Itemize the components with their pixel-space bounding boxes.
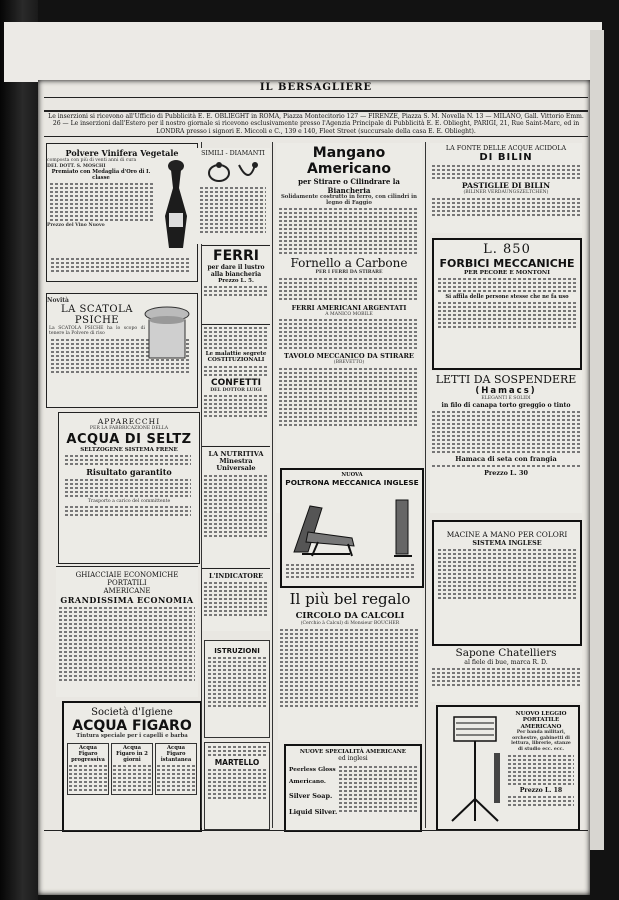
ad-kicker: LA FONTE DELLE ACQUE ACIDOLA [445, 144, 567, 152]
ad-sapone-chatelliers [430, 646, 582, 702]
ad-slogan: GRANDISSIMA ECONOMIA [60, 595, 194, 605]
ad-subtitle: PER LA FABBRICAZIONE DELLA [89, 426, 169, 431]
ad-body-text-2 [438, 302, 576, 328]
ad-acqua-di-seltz [58, 412, 200, 564]
ad-title: CONFETTI [211, 377, 261, 388]
ad-title: CIRCOLO DA CALCOLI [295, 611, 405, 621]
ad-price: Prezzo del Vino Nuovo [47, 223, 105, 229]
folded-chair-illustration [392, 498, 414, 558]
amaca-text [432, 465, 580, 467]
page-title: IL BERSAGLIERE [259, 82, 373, 93]
ad-subtitle: Per banda militari, orchestre, gabinetti di lettura, librerie, stanze di studio ecc. ecc. [511, 730, 571, 752]
ad-kicker: Novità [47, 297, 69, 304]
ad-body-text [204, 475, 268, 537]
header-rule-double [44, 110, 588, 112]
ad-subtitle: per dare il lustro alla biancheria [207, 264, 265, 278]
ad-leggio-portatile [436, 705, 580, 831]
ad-simili-diamanti [196, 148, 270, 244]
ad-title: DI BILIN [479, 152, 533, 163]
variant-text [113, 765, 151, 791]
ad-forbici-meccaniche [432, 238, 582, 370]
figaro-variant [67, 743, 109, 795]
ad-body-text [204, 286, 268, 296]
next-page-edge [590, 30, 604, 850]
ad-circolo-calcoli [278, 588, 422, 740]
ad-body-text [432, 668, 580, 686]
ad-title: NUOVO LEGGIO PORTATILE AMERICANO [515, 711, 567, 730]
ad-mangano-column [276, 143, 422, 513]
ad-title: L'INDICATORE [208, 572, 263, 580]
ad-indicatore [202, 568, 270, 631]
ad-product: ACQUA FIGARO [72, 718, 192, 734]
music-stand-illustration [444, 713, 506, 825]
ferri-americani-text [279, 319, 419, 349]
ad-title: MACINE A MANO PER COLORI [446, 530, 568, 539]
ad-system: SELTZOGENE SISTEMA FRENE [80, 446, 178, 453]
ad-body-text [432, 411, 580, 453]
armchair-illustration [288, 492, 360, 558]
ad-subtitle: (Cerchio à Calcul) di Monsieur BOUCHER [300, 621, 400, 626]
ad-body-text-2 [204, 366, 268, 376]
ad-title: NUOVE SPECIALITÀ AMERICANE [299, 749, 407, 755]
ad-poltrona-meccanica [280, 468, 424, 588]
variant-label: Acqua Figaro istantanea [160, 744, 192, 763]
pastiglie-title: PASTIGLIE DI BILIN [461, 181, 551, 190]
figaro-variant [155, 743, 197, 795]
ad-title: SIMILI - DIAMANTI [201, 150, 265, 157]
spec-descriptions [339, 764, 417, 820]
header-rule [44, 97, 588, 98]
ad-subtitle: per Stirare o Cilindrare la Biancheria [298, 177, 400, 195]
ad-title: Sapone Chatelliers [455, 647, 557, 659]
fornello-subtitle: PER I FERRI DA STIRARE [315, 270, 383, 276]
ad-note: Si affila delle persone stesse che ne fa uso [445, 294, 569, 300]
ad-prize: Premiato con Medaglia d'Oro di I. classe [51, 169, 151, 182]
ad-subtitle: Tintura speciale per i capelli e barba [76, 733, 188, 739]
bottle-illustration [159, 158, 193, 250]
ad-ferri-lustro [202, 245, 270, 323]
figaro-variant [111, 743, 153, 795]
ad-letti-sospendere [430, 371, 582, 513]
ad-confetti [202, 324, 270, 445]
ad-subtitle: composta con più di venti anni di cura [47, 158, 137, 163]
pastiglie-text [432, 198, 580, 216]
ad-polvere-vinifera [46, 143, 198, 282]
tavolo-subtitle: (BREVETTO) [333, 360, 365, 366]
ad-body-text [508, 755, 574, 785]
ad-title: MARTELLO [214, 758, 260, 767]
previous-page-edge [4, 22, 602, 82]
ad-subtitle: PER PECORE E MONTONI [464, 270, 550, 276]
ad-price: Prezzo L. 5. [218, 278, 254, 284]
ad-title: POLTRONA MECCANICA INGLESE [285, 478, 419, 487]
book-spine [0, 0, 38, 900]
ad-body-text-2 [508, 796, 574, 806]
ad-subtitle-2: ELEGANTI E SOLIDI [481, 396, 531, 401]
tavolo-text [279, 368, 419, 426]
ad-title: ACQUA DI SELTZ [66, 431, 192, 447]
leggio-text [508, 711, 574, 808]
ad-body-text [208, 746, 266, 756]
ad-headline: Il più bel regalo [289, 590, 411, 608]
ad-specialita-americane [284, 744, 422, 832]
spec-item: Peerless Gloss Americano. [289, 767, 336, 785]
ad-subtitle: ed inglesi [338, 755, 368, 762]
ad-body-text-bottom [51, 256, 191, 274]
ad-martello [204, 742, 270, 830]
ad-body-text [204, 582, 268, 616]
variant-text [69, 765, 107, 791]
ad-title: GHIACCIAIE ECONOMICHE PORTATILI [75, 571, 179, 587]
ad-transport: Trasporto a carico del committente [87, 498, 171, 504]
ferri-americani-title: FERRI AMERICANI ARGENTATI [291, 303, 407, 312]
ad-price: Prezzo L. 18 [519, 786, 563, 794]
ad-acque-bilin [430, 143, 582, 233]
ad-material: Solidamente costrutto in ferro, con cilindri in legno di Faggio [280, 194, 418, 206]
amaca-title: Hamaca di seta con frangia [455, 454, 557, 463]
ad-body-text [432, 165, 580, 179]
ad-body-text [438, 278, 576, 292]
ad-body-text [50, 183, 154, 221]
ad-subtitle: al fiele di bue, marca R. D. [464, 659, 548, 666]
ad-body-text [208, 657, 266, 707]
column-divider [425, 142, 426, 828]
advertising-notice: Le inserzioni si ricevono all'Ufficio di Pubblicità E. E. OBLIEGHT in ROMA, Piazza Montecitorio 127 — FIRENZE, Piazza S. M. Novella N. 13 — MILANO, Gall. Vittorio Emm. 26 — Le inserzioni dall'Estero per il nostro giornale si ricevono esclusivamente presso l'Agenzia Principale di Pubblicità E. E. Oblieght, PARIGI, 21, Rue Saint-Marc, ed in LONDRA presso i signori E. Miccoli e C., 139 e 140, Fleet Street (succursale della casa E. E. Oblieght). [48, 113, 584, 135]
figaro-variants [67, 743, 197, 795]
pastiglie-subtitle: (BILINER VERDAUNGSZELTCHEN) [463, 190, 549, 195]
variant-text [157, 765, 195, 791]
ad-headline: Le malattie segrete COSTITUZIONALI [205, 351, 267, 364]
spec-item: Silver Soap. [289, 792, 333, 800]
ad-material: in filo di canapa torto greggio o tinto [441, 401, 571, 409]
spec-names [289, 764, 339, 820]
ad-title: LETTI DA SOSPENDERE [435, 373, 577, 386]
spec-item: Liquid Silver. [289, 808, 338, 816]
ad-nutritiva [202, 446, 270, 567]
ad-guarantee: Risultato garantito [86, 466, 172, 477]
ad-body-text [280, 629, 420, 707]
ad-subtitle: AMERICANE [103, 587, 151, 595]
ad-price-list [65, 479, 191, 497]
powder-box-illustration [141, 302, 193, 362]
fornello-title: Fornello a Carbone [290, 256, 408, 271]
ad-body-text-3 [204, 395, 268, 417]
tavolo-title: TAVOLO MECCANICO DA STIRARE [284, 352, 414, 361]
ad-kicker: APPARECCHI [97, 417, 161, 426]
ad-body-text [279, 208, 419, 254]
notice-rule [44, 136, 588, 137]
ad-subtitle: SISTEMA INGLESE [472, 539, 542, 547]
ad-author: DEL DOTT. S. MOSCHI [47, 163, 106, 169]
ad-title: LA SCATOLA PSICHE [61, 303, 133, 326]
ad-acqua-figaro [62, 701, 202, 832]
variant-label: Acqua Figaro progressiva [71, 744, 105, 763]
ad-title: Mangano Americano [307, 145, 391, 177]
ad-body-text [204, 327, 268, 349]
ad-title: Società d'Igiene [91, 707, 173, 718]
ad-kicker: NUOVA [341, 472, 363, 478]
ad-subtitle: DEL DOTTOR LUIGI [210, 387, 262, 393]
ring-illustration [205, 159, 261, 185]
ad-title: FERRI [213, 248, 259, 264]
ad-ghiacciaie [56, 566, 198, 697]
ad-body-text [438, 549, 576, 599]
ad-istruzioni [204, 640, 270, 738]
ad-footer-text [65, 506, 191, 516]
amaca-price: Prezzo L. 30 [484, 468, 528, 477]
ad-title: LA NUTRITIVA Minestra Universale [208, 450, 264, 473]
ad-body-text [200, 187, 266, 233]
footer-rule [44, 830, 588, 831]
ad-body-text-2 [208, 769, 266, 799]
ad-body-text [65, 455, 191, 465]
ad-title: FORBICI MECCANICHE [439, 257, 575, 270]
ad-price: L. 850 [483, 242, 531, 257]
spec-list [289, 764, 417, 820]
ad-macine-colori [432, 520, 582, 646]
ad-subtitle: La SCATOLA PSICHE ha lo scopo di tenere la Polvere di riso [49, 325, 145, 337]
variant-label: Acqua Figaro in 2 giorni [116, 744, 148, 763]
ad-body-text [59, 607, 195, 681]
ad-subtitle: (Hamacs) [475, 386, 537, 396]
column-divider [272, 142, 273, 828]
ad-body-text [286, 562, 416, 580]
ad-scatola-psiche [46, 293, 198, 408]
fornello-text [279, 278, 419, 300]
ad-title: Polvere Vinifera Vegetale [65, 148, 179, 158]
ad-title: ISTRUZIONI [214, 647, 260, 655]
ferri-americani-subtitle: A MANICO MOBILE [325, 311, 373, 317]
